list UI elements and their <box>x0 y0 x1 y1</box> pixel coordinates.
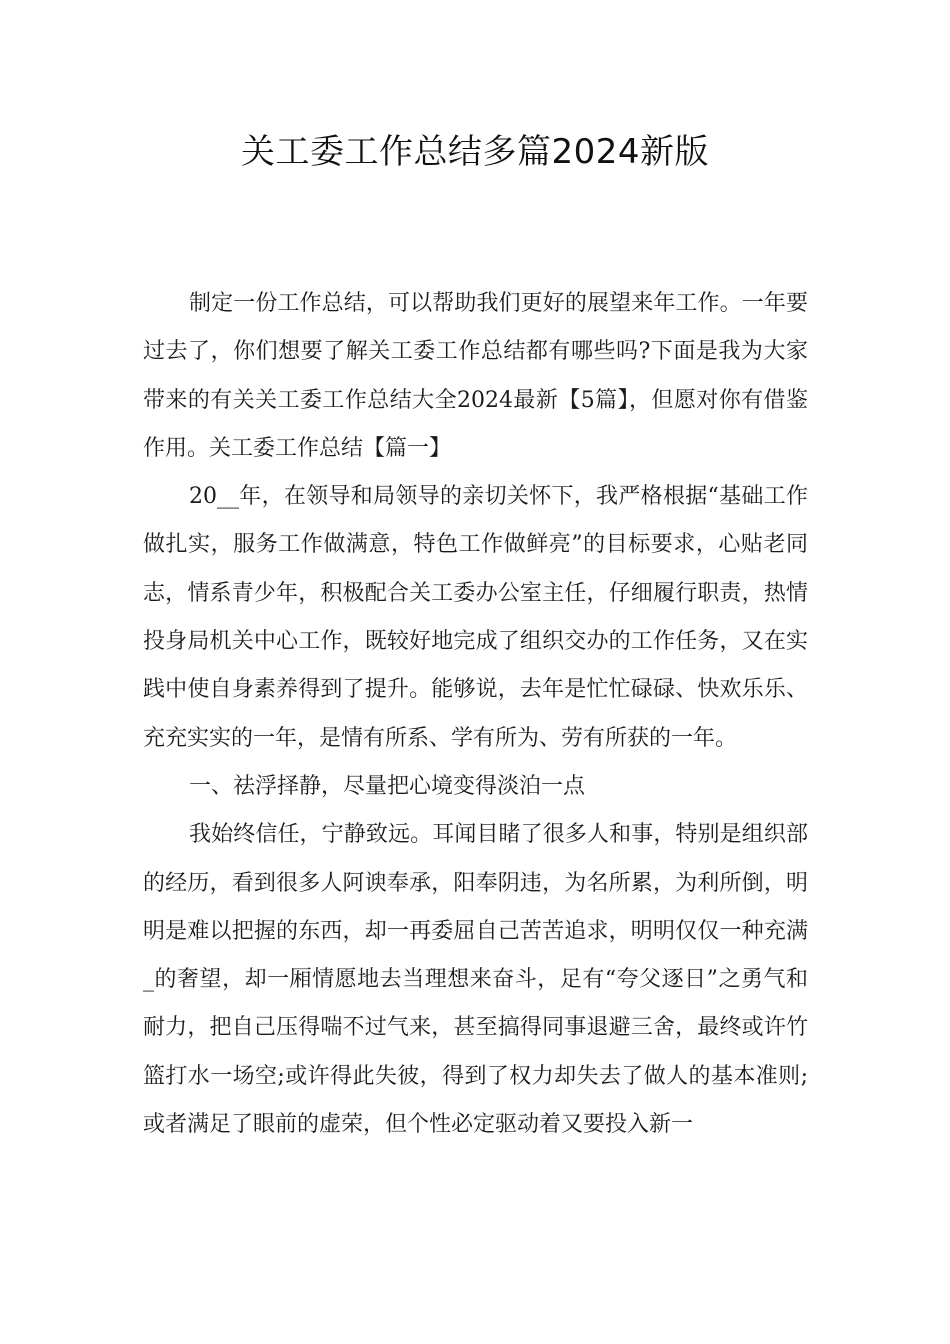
paragraph-section-one: 我始终信任，宁静致远。耳闻目睹了很多人和事，特别是组织部的经历，看到很多人阿谀奉承，阳奉阴违，为名所累，为利所倒，明明是难以把握的东西，却一再委屈自己苦苦追求，明明仅仅一种充满_的奢望，却一厢情愿地去当理想来奋斗，足有“夸父逐日”之勇气和耐力，把自己压得喘不过气来，甚至搞得同事退避三舍，最终或许竹篮打水一场空;或许得此失彼，得到了权力却失去了做人的基本准则;或者满足了眼前的虚荣，但个性必定驱动着又要投入新一 <box>143 822 808 1138</box>
document-title: 关工委工作总结多篇2024新版 <box>240 132 710 172</box>
paragraph-summary: 20__年，在领导和局领导的亲切关怀下，我严格根据“基础工作做扎实，服务工作做满意，特色工作做鲜亮”的目标要求，心贴老同志，情系青少年，积极配合关工委办公室主任，仔细履行职责，热情投身局机关中心工作，既较好地完成了组织交办的工作任务，又在实践中使自身素养得到了提升。能够说，去年是忙忙碌碌、快欢乐乐、充充实实的一年，是情有所系、学有所为、劳有所获的一年。 <box>143 484 808 751</box>
section-heading-one: 一、祛浮择静，尽量把心境变得淡泊一点 <box>189 773 586 799</box>
document-body <box>143 280 808 1149</box>
paragraph-intro: 制定一份工作总结，可以帮助我们更好的展望来年工作。一年要过去了，你们想要了解关工委工作总结都有哪些吗?下面是我为大家带来的有关关工委工作总结大全2024最新【5篇】，但愿对你有借鉴作用。关工委工作总结【篇一】 <box>143 291 808 461</box>
